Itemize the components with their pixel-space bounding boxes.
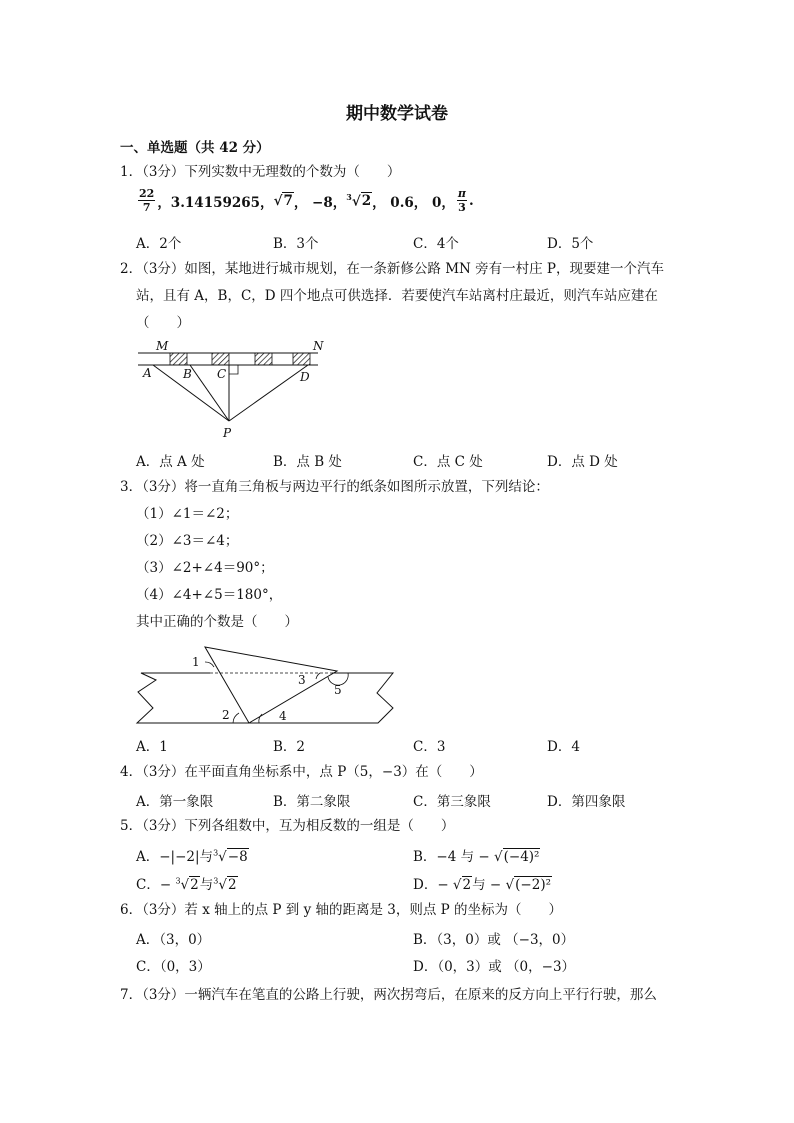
q5-stem: 5．（3分）下列各组数中，互为相反数的一组是（ ） <box>120 818 455 834</box>
label-C: C <box>217 367 227 381</box>
angle-arc-2 <box>233 713 239 723</box>
q4-option-d[interactable]: D．第四象限 <box>547 794 626 810</box>
q1-sqrt7: √7 <box>273 192 293 209</box>
q1-fraction-22-7: $\frac{22}{7}$ <box>139 187 155 214</box>
q3-item-3: （3）∠2+∠4＝90°； <box>136 560 274 576</box>
q5-b-text: B．−4 与 − <box>413 849 490 865</box>
q3-option-b[interactable]: B．2 <box>273 739 306 755</box>
q5-c-text: C．− <box>136 877 172 893</box>
q4-option-b[interactable]: B．第二象限 <box>273 794 351 810</box>
segment-DP <box>229 365 308 421</box>
q1-list-part: . <box>468 192 474 209</box>
q2-option-d[interactable]: D．点 D 处 <box>547 454 618 470</box>
q1-option-d[interactable]: D．5个 <box>547 236 594 252</box>
q2-option-c[interactable]: C．点 C 处 <box>413 454 483 470</box>
label-A: A <box>143 366 152 380</box>
q1-list-part: ， −8， <box>293 194 347 211</box>
q6-option-d[interactable]: D．（0，3）或 （0，−3） <box>413 959 576 975</box>
q1-list-part: ，3.14159265， <box>157 194 274 211</box>
q5-d-radicand: 2 <box>462 877 472 893</box>
q6-option-b[interactable]: B．（3，0）或 （−3，0） <box>413 932 575 948</box>
q6-option-c[interactable]: C．（0，3） <box>136 959 211 975</box>
q5-a-radicand: −8 <box>227 849 248 865</box>
q5-c-index: 3 <box>213 876 219 886</box>
angle-arc-1 <box>205 662 214 667</box>
q2-stem-line2: 站，且有 A，B，C，D 四个地点可供选择．若要使汽车站离村庄最近，则汽车站应建在 <box>136 288 658 304</box>
q3-option-c[interactable]: C．3 <box>413 739 446 755</box>
q5-a-text: A．−|−2|与 <box>136 849 214 865</box>
q1-option-b[interactable]: B．3个 <box>273 236 319 252</box>
q5-c-radicand: 2 <box>190 877 199 893</box>
q6-stem: 6．（3分）若 x 轴上的点 P 到 y 轴的距离是 3，则点 P 的坐标为（ ） <box>120 902 563 918</box>
q5-c-radicand: 2 <box>227 877 237 893</box>
q3-item-4: （4）∠4+∠5＝180°， <box>136 587 283 603</box>
paper-strip <box>137 673 393 723</box>
q1-stem: 1．（3分）下列实数中无理数的个数为（ ） <box>120 164 401 180</box>
angle-label-4: 4 <box>279 709 287 723</box>
label-P: P <box>223 426 232 440</box>
q5-a-index: 3 <box>213 848 219 858</box>
q3-stem: 3．（3分）将一直角三角板与两边平行的纸条如图所示放置，下列结论： <box>120 479 549 495</box>
q1-fraction-pi-3: $\frac{\pi}{3}$ <box>457 187 466 214</box>
road-hatch-block <box>255 353 272 365</box>
q5-b-radicand: (−4)² <box>503 849 540 865</box>
road-hatch-block <box>212 353 229 365</box>
angle-label-1: 1 <box>192 655 200 669</box>
q2-option-a[interactable]: A．点 A 处 <box>136 454 205 470</box>
q3-ask: 其中正确的个数是（ ） <box>136 614 298 630</box>
q4-option-c[interactable]: C．第三象限 <box>413 794 491 810</box>
q1-option-a[interactable]: A．2个 <box>136 236 182 252</box>
road-hatch-block <box>293 353 310 365</box>
q5-c-text: 与 <box>199 877 214 893</box>
q2-option-b[interactable]: B．点 B 处 <box>273 454 342 470</box>
label-N: N <box>313 339 324 353</box>
q3-item-1: （1）∠1＝∠2； <box>136 506 239 522</box>
q3-item-2: （2）∠3＝∠4； <box>136 533 239 549</box>
q3-option-d[interactable]: D．4 <box>547 739 580 755</box>
q4-option-a[interactable]: A．第一象限 <box>136 794 214 810</box>
q1-list-part: ， 0.6， 0， <box>372 194 455 211</box>
label-B: B <box>183 367 192 381</box>
right-angle-mark <box>229 365 238 374</box>
q5-d-text: D．− <box>413 877 449 893</box>
label-M: M <box>156 339 169 353</box>
q7-stem: 7．（3分）一辆汽车在笔直的公路上行驶，两次拐弯后，在原来的反方向上平行行驶，那么 <box>120 987 657 1003</box>
q4-stem: 4．（3分）在平面直角坐标系中，点 P（5，−3）在（ ） <box>120 764 483 780</box>
road-hatch-block <box>170 353 187 365</box>
page-title: 期中数学试卷 <box>346 104 448 124</box>
angle-label-2: 2 <box>222 708 230 722</box>
q3-option-a[interactable]: A．1 <box>136 739 168 755</box>
angle-label-3: 3 <box>298 673 306 687</box>
q5-option-a[interactable]: A．−|−2|与$^3$√−8 <box>136 848 248 865</box>
section-header: 一、单选题（共 42 分） <box>120 140 270 156</box>
q5-option-c[interactable]: C．− $^3$√2与$^3$√2 <box>136 876 237 893</box>
q5-option-d[interactable]: D．− √2与 − √(−2)² <box>413 877 552 893</box>
q5-d-text: 与 − <box>472 877 502 893</box>
label-D: D <box>300 370 310 384</box>
q3-strip-figure <box>137 647 393 723</box>
q2-stem-line1: 2．（3分）如图，某地进行城市规划，在一条新修公路 MN 旁有一村庄 P，现要建一个汽车 <box>120 261 665 277</box>
q1-cbrt2: $^3$√2 <box>346 191 372 210</box>
angle-label-5: 5 <box>334 683 342 697</box>
q5-option-b[interactable]: B．−4 与 − √(−4)² <box>413 849 540 865</box>
q5-d-radicand: (−2)² <box>515 877 552 893</box>
q6-option-a[interactable]: A．（3，0） <box>136 932 211 948</box>
q1-option-c[interactable]: C．4个 <box>413 236 459 252</box>
q2-stem-line3: （ ） <box>136 315 190 331</box>
q5-c-index: 3 <box>175 876 181 886</box>
